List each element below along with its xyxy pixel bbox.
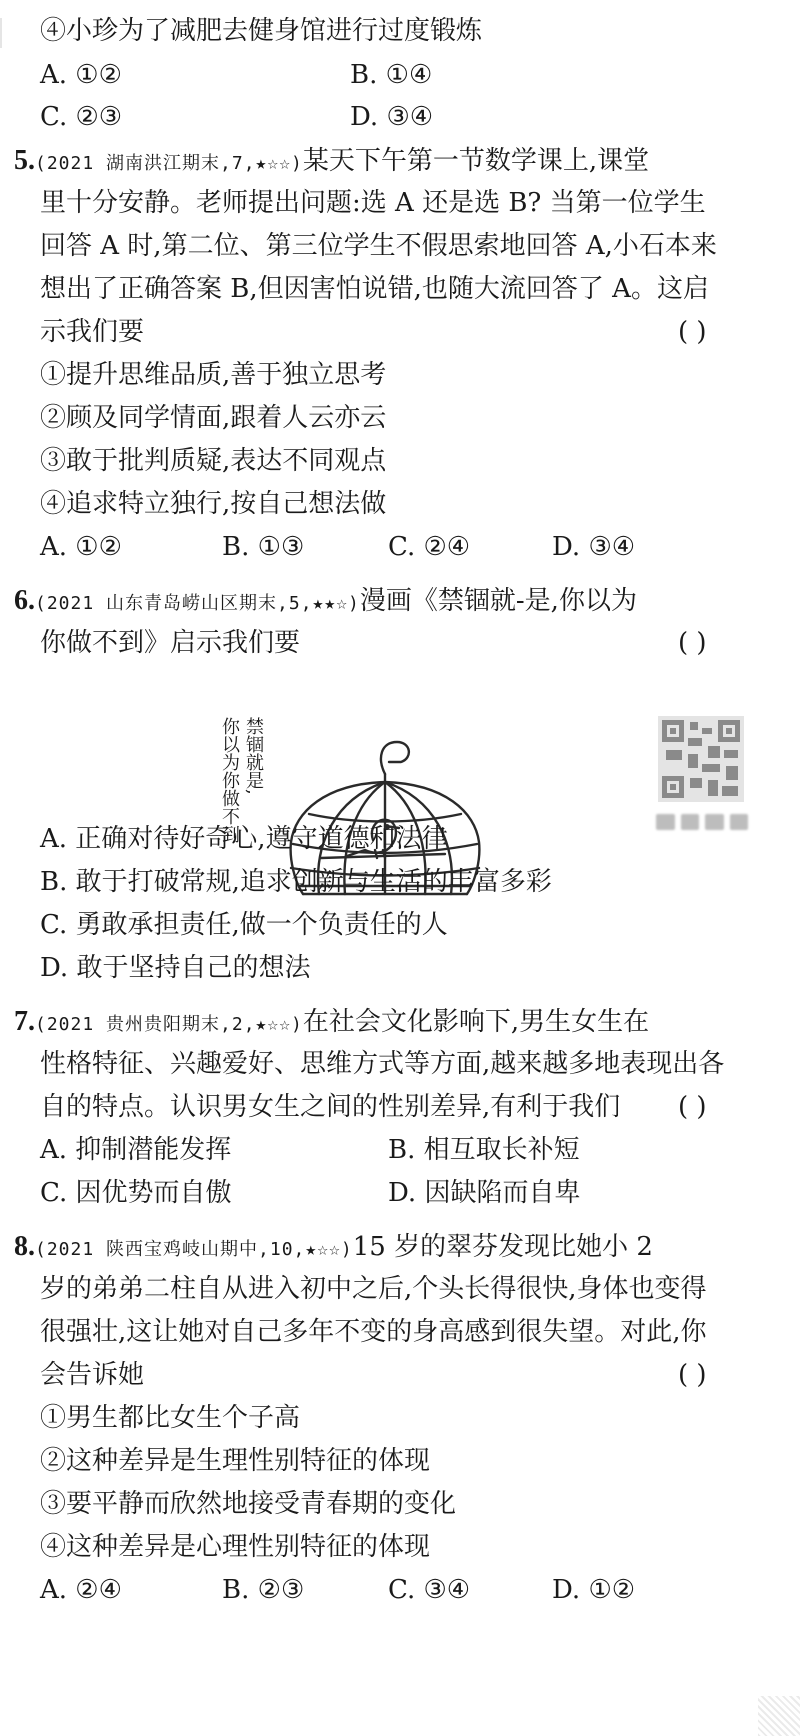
margin-mark <box>0 18 16 48</box>
statement-item: ④这种差异是心理性别特征的体现 <box>40 1532 431 1562</box>
option-d: D. 因缺陷而自卑 <box>388 1178 581 1208</box>
caption-column: 你以为你做不到 <box>219 717 240 843</box>
question-number: 7. <box>14 1006 35 1037</box>
question-stem-line: 岁的弟弟二柱自从进入初中之后,个头长得很快,身体也变得 <box>40 1274 707 1304</box>
option-c: C. 因优势而自傲 <box>40 1178 232 1208</box>
question-stem-line: 漫画《禁锢就-是,你以为 <box>359 586 637 616</box>
answer-blank[interactable]: ( ) <box>678 1092 707 1122</box>
question-stem-line: 15 岁的翠芬发现比她小 2 <box>352 1232 653 1262</box>
question-stem-line: 想出了正确答案 B,但因害怕说错,也随大流回答了 A。这启 <box>40 274 709 304</box>
question-source: (2021 贵州贵阳期末,2,★☆☆) <box>35 1014 303 1035</box>
answer-blank[interactable]: ( ) <box>678 317 707 347</box>
option-b: B. ②③ <box>222 1575 305 1605</box>
option-b: B. ①③ <box>222 532 305 562</box>
question-source: (2021 湖南洪江期末,7,★☆☆) <box>35 153 303 174</box>
question-stem-line: 回答 A 时,第二位、第三位学生不假思索地回答 A,小石本来 <box>40 231 717 261</box>
option-a: A. 抑制潜能发挥 <box>40 1135 232 1165</box>
statement-item: ②这种差异是生理性别特征的体现 <box>40 1446 431 1476</box>
question-stem-line: 里十分安静。老师提出问题:选 A 还是选 B? 当第一位学生 <box>40 188 706 218</box>
caption-column: 禁锢就是, <box>243 717 264 795</box>
option-a: A. ②④ <box>40 1575 122 1605</box>
statement-item: ①提升思维品质,善于独立思考 <box>40 360 387 390</box>
question-6 <box>14 587 637 615</box>
prev-option-a: A. ①② <box>40 60 122 90</box>
question-source: (2021 陕西宝鸡岐山期中,10,★☆☆) <box>35 1239 353 1260</box>
option-c: C. 勇敢承担责任,做一个负责任的人 <box>40 910 448 940</box>
prev-option-c: C. ②③ <box>40 102 123 132</box>
statement-item: ④追求特立独行,按自己想法做 <box>40 489 387 519</box>
question-stem-line: 你做不到》启示我们要 <box>40 628 301 658</box>
qr-code-label <box>656 814 748 830</box>
question-stem-line: 在社会文化影响下,男生女生在 <box>302 1007 650 1037</box>
option-d: D. ①② <box>552 1575 636 1605</box>
question-8 <box>14 1233 653 1261</box>
option-d: D. 敢于坚持自己的想法 <box>40 953 311 983</box>
option-a: A. 正确对待好奇心,遵守道德和法律 <box>40 824 448 854</box>
question-stem-line: 会告诉她 <box>40 1360 145 1390</box>
question-stem-line: 示我们要 <box>40 317 145 347</box>
question-number: 8. <box>14 1231 35 1262</box>
statement-item: ②顾及同学情面,跟着人云亦云 <box>40 403 387 433</box>
answer-blank[interactable]: ( ) <box>678 1360 707 1390</box>
question-stem-line: 很强壮,这让她对自己多年不变的身高感到很失望。对此,你 <box>40 1317 707 1347</box>
prev-option-b: B. ①④ <box>350 60 433 90</box>
option-c: C. ③④ <box>388 1575 471 1605</box>
question-stem-line: 自的特点。认识男女生之间的性别差异,有利于我们 <box>40 1092 621 1122</box>
question-5 <box>14 147 649 175</box>
question-stem-line: 性格特征、兴趣爱好、思维方式等方面,越来越多地表现出各 <box>40 1049 725 1079</box>
option-b: B. 敢于打破常规,追求创新与生活的丰富多彩 <box>40 867 552 897</box>
prev-item-4: ④小珍为了减肥去健身馆进行过度锻炼 <box>40 16 483 46</box>
option-a: A. ①② <box>40 532 122 562</box>
prev-option-d: D. ③④ <box>350 102 434 132</box>
answer-blank[interactable]: ( ) <box>678 628 707 658</box>
question-source: (2021 山东青岛崂山区期末,5,★★☆) <box>35 593 360 614</box>
option-c: C. ②④ <box>388 532 471 562</box>
option-d: D. ③④ <box>552 532 636 562</box>
option-b: B. 相互取长补短 <box>388 1135 580 1165</box>
statement-item: ③敢于批判质疑,表达不同观点 <box>40 446 387 476</box>
margin-mark <box>758 1696 800 1736</box>
statement-item: ①男生都比女生个子高 <box>40 1403 301 1433</box>
qr-code[interactable] <box>658 716 744 802</box>
question-7 <box>14 1008 649 1036</box>
question-stem-line: 某天下午第一节数学课上,课堂 <box>302 146 650 176</box>
question-number: 6. <box>14 585 35 616</box>
statement-item: ③要平静而欣然地接受青春期的变化 <box>40 1489 457 1519</box>
question-number: 5. <box>14 145 35 176</box>
